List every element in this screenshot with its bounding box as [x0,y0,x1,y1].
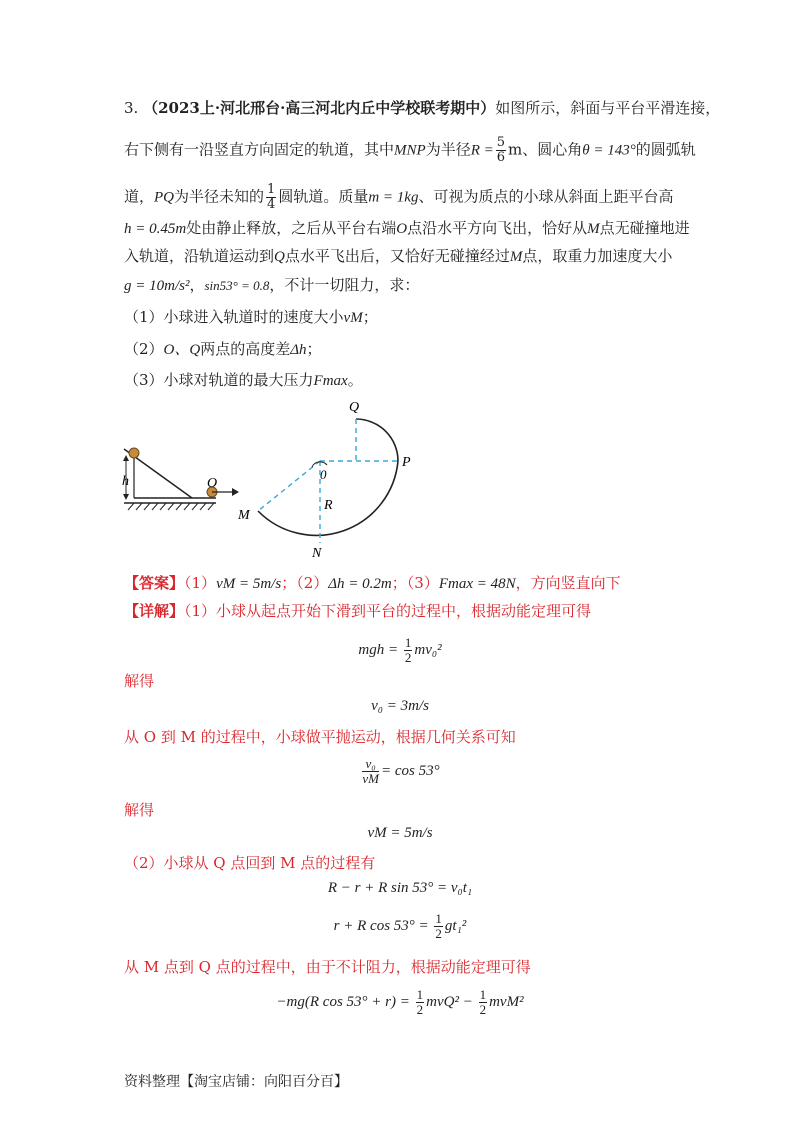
eq-part: mv₀² [414,641,442,658]
question-text: 为半径未知的 [174,187,265,206]
question-text: 两点的高度差 [200,340,291,358]
label-O-platform: O [207,476,218,491]
fraction [479,988,488,1017]
fraction-R [496,136,506,165]
sub-question-1 [124,307,378,328]
answer-text: ，方向竖直向下 [515,574,621,592]
eq-part: r + R cos 53° = [333,917,429,934]
fraction [404,636,413,665]
fraction [434,912,443,941]
math-m: m = 1kg [368,189,419,206]
fraction-num: 1 [416,987,424,1002]
math-vM: vM [343,310,363,326]
eq-part: gt₁² [444,917,467,934]
math-dh: Δh [290,342,307,358]
question-text: 如图所示，斜面与平台平滑连接， [495,99,721,117]
arc-PQ [356,419,398,461]
equation-5: R − r + R sin 53° = v₀t₁ [327,880,473,896]
fraction [362,757,379,786]
fraction-num: 1 [404,635,412,650]
question-source: （2023上·河北邢台·高三河北内丘中学校联考期中） [143,99,496,117]
label-Q: Q [349,400,360,415]
question-text: 点无碰撞地进 [599,219,690,237]
height-arrow-up-head [123,455,129,461]
question-text: 圆轨道。质量 [278,187,369,206]
fraction-den: 6 [496,150,506,165]
track-figure [237,400,411,561]
detail-text: （1）小球从起点开始下滑到平台的过程中，根据动能定理可得 [184,602,592,620]
answer-tag: 【答案】 [124,574,185,592]
math-PQ: PQ [154,189,175,206]
math-M: M [587,221,600,237]
math-MNP: MNP [394,142,426,159]
question-text: 处由静止释放，之后从平台右端 [186,219,397,237]
math-Q: Q [274,249,285,265]
equation-4: vM = 5m/s [367,825,433,841]
detail-tag: 【详解】 [124,602,185,620]
fraction-num: 1 [479,987,487,1002]
answer-line [124,573,621,594]
math-h: h = 0.45m [124,221,187,237]
question-text: （2） [124,340,164,358]
eq-part: −mg(R cos 53° + r) = [276,993,410,1010]
eq-part: mvM² [489,993,524,1010]
question-text: 右下侧有一沿竖直方向固定的轨道，其中 [124,140,395,159]
detail-line-4: 从 M 点到 Q 点的过程中，由于不计阻力，根据动能定理可得 [124,958,531,976]
question-text: 道， [124,187,155,206]
math-M: M [509,249,523,265]
question-text: （3）小球对轨道的最大压力 [124,371,314,389]
fraction-num: 1 [267,182,276,197]
question-line-5 [124,246,672,267]
equation-6 [0,912,800,941]
solve-label-2: 解得 [124,801,155,819]
answer-text: （1） [184,574,217,592]
answer-2: Δh = 0.2m [328,576,392,592]
fraction-den: 4 [267,197,276,212]
eq-part: = cos 53° [380,762,440,779]
question-text: 点水平飞出后，又恰好无碰撞经过 [284,247,510,265]
detail-line-2: 从 O 到 M 的过程中，小球做平抛运动，根据几何关系可知 [124,728,516,746]
equation-3 [0,757,800,786]
label-h: h [122,474,129,489]
page-footer: 资料整理【淘宝店铺：向阳百分百】 [124,1074,348,1090]
question-text: ； [362,308,378,326]
question-line-1 [124,98,720,118]
question-line-6: g = 10m/s²，sin53° = 0.8，不计一切阻力，求： [124,276,420,294]
math-OQ: O、Q [163,342,201,358]
label-P: P [402,455,411,470]
question-text: 点，取重力加速度大小 [522,247,673,265]
fraction-den: 2 [416,1002,424,1017]
ball-start [129,448,139,458]
ground-hatching [128,503,214,510]
fraction-num: 5 [496,135,506,150]
question-text: ； [306,340,322,358]
sub-question-3 [124,370,363,391]
question-text: 的圆弧轨 [635,140,696,159]
question-text: ，不计一切阻力，求： [269,276,420,294]
question-number: 3. [124,99,139,117]
answer-text: ； [391,574,407,592]
equation-2: v₀ = 3m/s [371,698,429,714]
answer-3: Fmax = 48N [438,576,516,592]
detail-line-1 [124,601,591,621]
answer-text: （3） [406,574,439,592]
math-R: R = [470,142,494,159]
fraction-num: 1 [435,911,442,926]
sub-question-2 [124,339,322,360]
question-text: 入轨道，沿轨道运动到 [124,247,275,265]
label-R: R [324,498,333,513]
question-line-3 [124,183,673,212]
eq-part: mvQ² − [426,993,473,1010]
fraction-quarter [266,183,276,212]
fraction-den: 2 [435,926,442,941]
question-line-2 [124,136,696,165]
question-text: 。 [347,371,363,389]
eq-part: mgh = [358,641,399,658]
math-g: g = 10m/s² [124,278,190,294]
fraction-num: v₀ [362,757,379,772]
math-sin: sin53° = 0.8 [204,278,270,293]
question-text: 、圆心角 [522,140,583,159]
physics-diagram [0,395,800,575]
answer-text: （2） [296,574,329,592]
math-O: O [396,221,408,237]
equation-7 [0,988,800,1017]
fraction-den: 2 [479,1002,487,1017]
math-theta: θ = 143° [582,142,636,159]
question-text: 点沿水平方向飞出，恰好从 [407,219,588,237]
fraction [416,988,425,1017]
incline-figure [122,448,239,510]
answer-text: ； [281,574,297,592]
dashed-OM [258,461,320,511]
question-text: （1）小球进入轨道时的速度大小 [124,308,344,326]
unit-m: m [508,140,523,159]
question-text: 为半径 [425,140,471,159]
math-Fmax: Fmax [313,373,348,389]
equation-1 [0,636,800,665]
label-O-center: 0 [320,467,327,482]
answer-1: vM = 5m/s [216,576,282,592]
label-M: M [238,508,250,523]
question-text: 、可视为质点的小球从斜面上距平台高 [418,187,674,206]
question-line-4 [124,218,690,239]
fraction-den: 2 [404,650,412,665]
detail-line-3: （2）小球从 Q 点回到 M 点的过程有 [124,854,376,872]
solve-label-1: 解得 [124,672,155,690]
height-arrow-down-head [123,494,129,500]
fraction-den: vM [362,771,379,786]
label-N: N [312,546,322,561]
velocity-arrow-head [232,488,239,496]
